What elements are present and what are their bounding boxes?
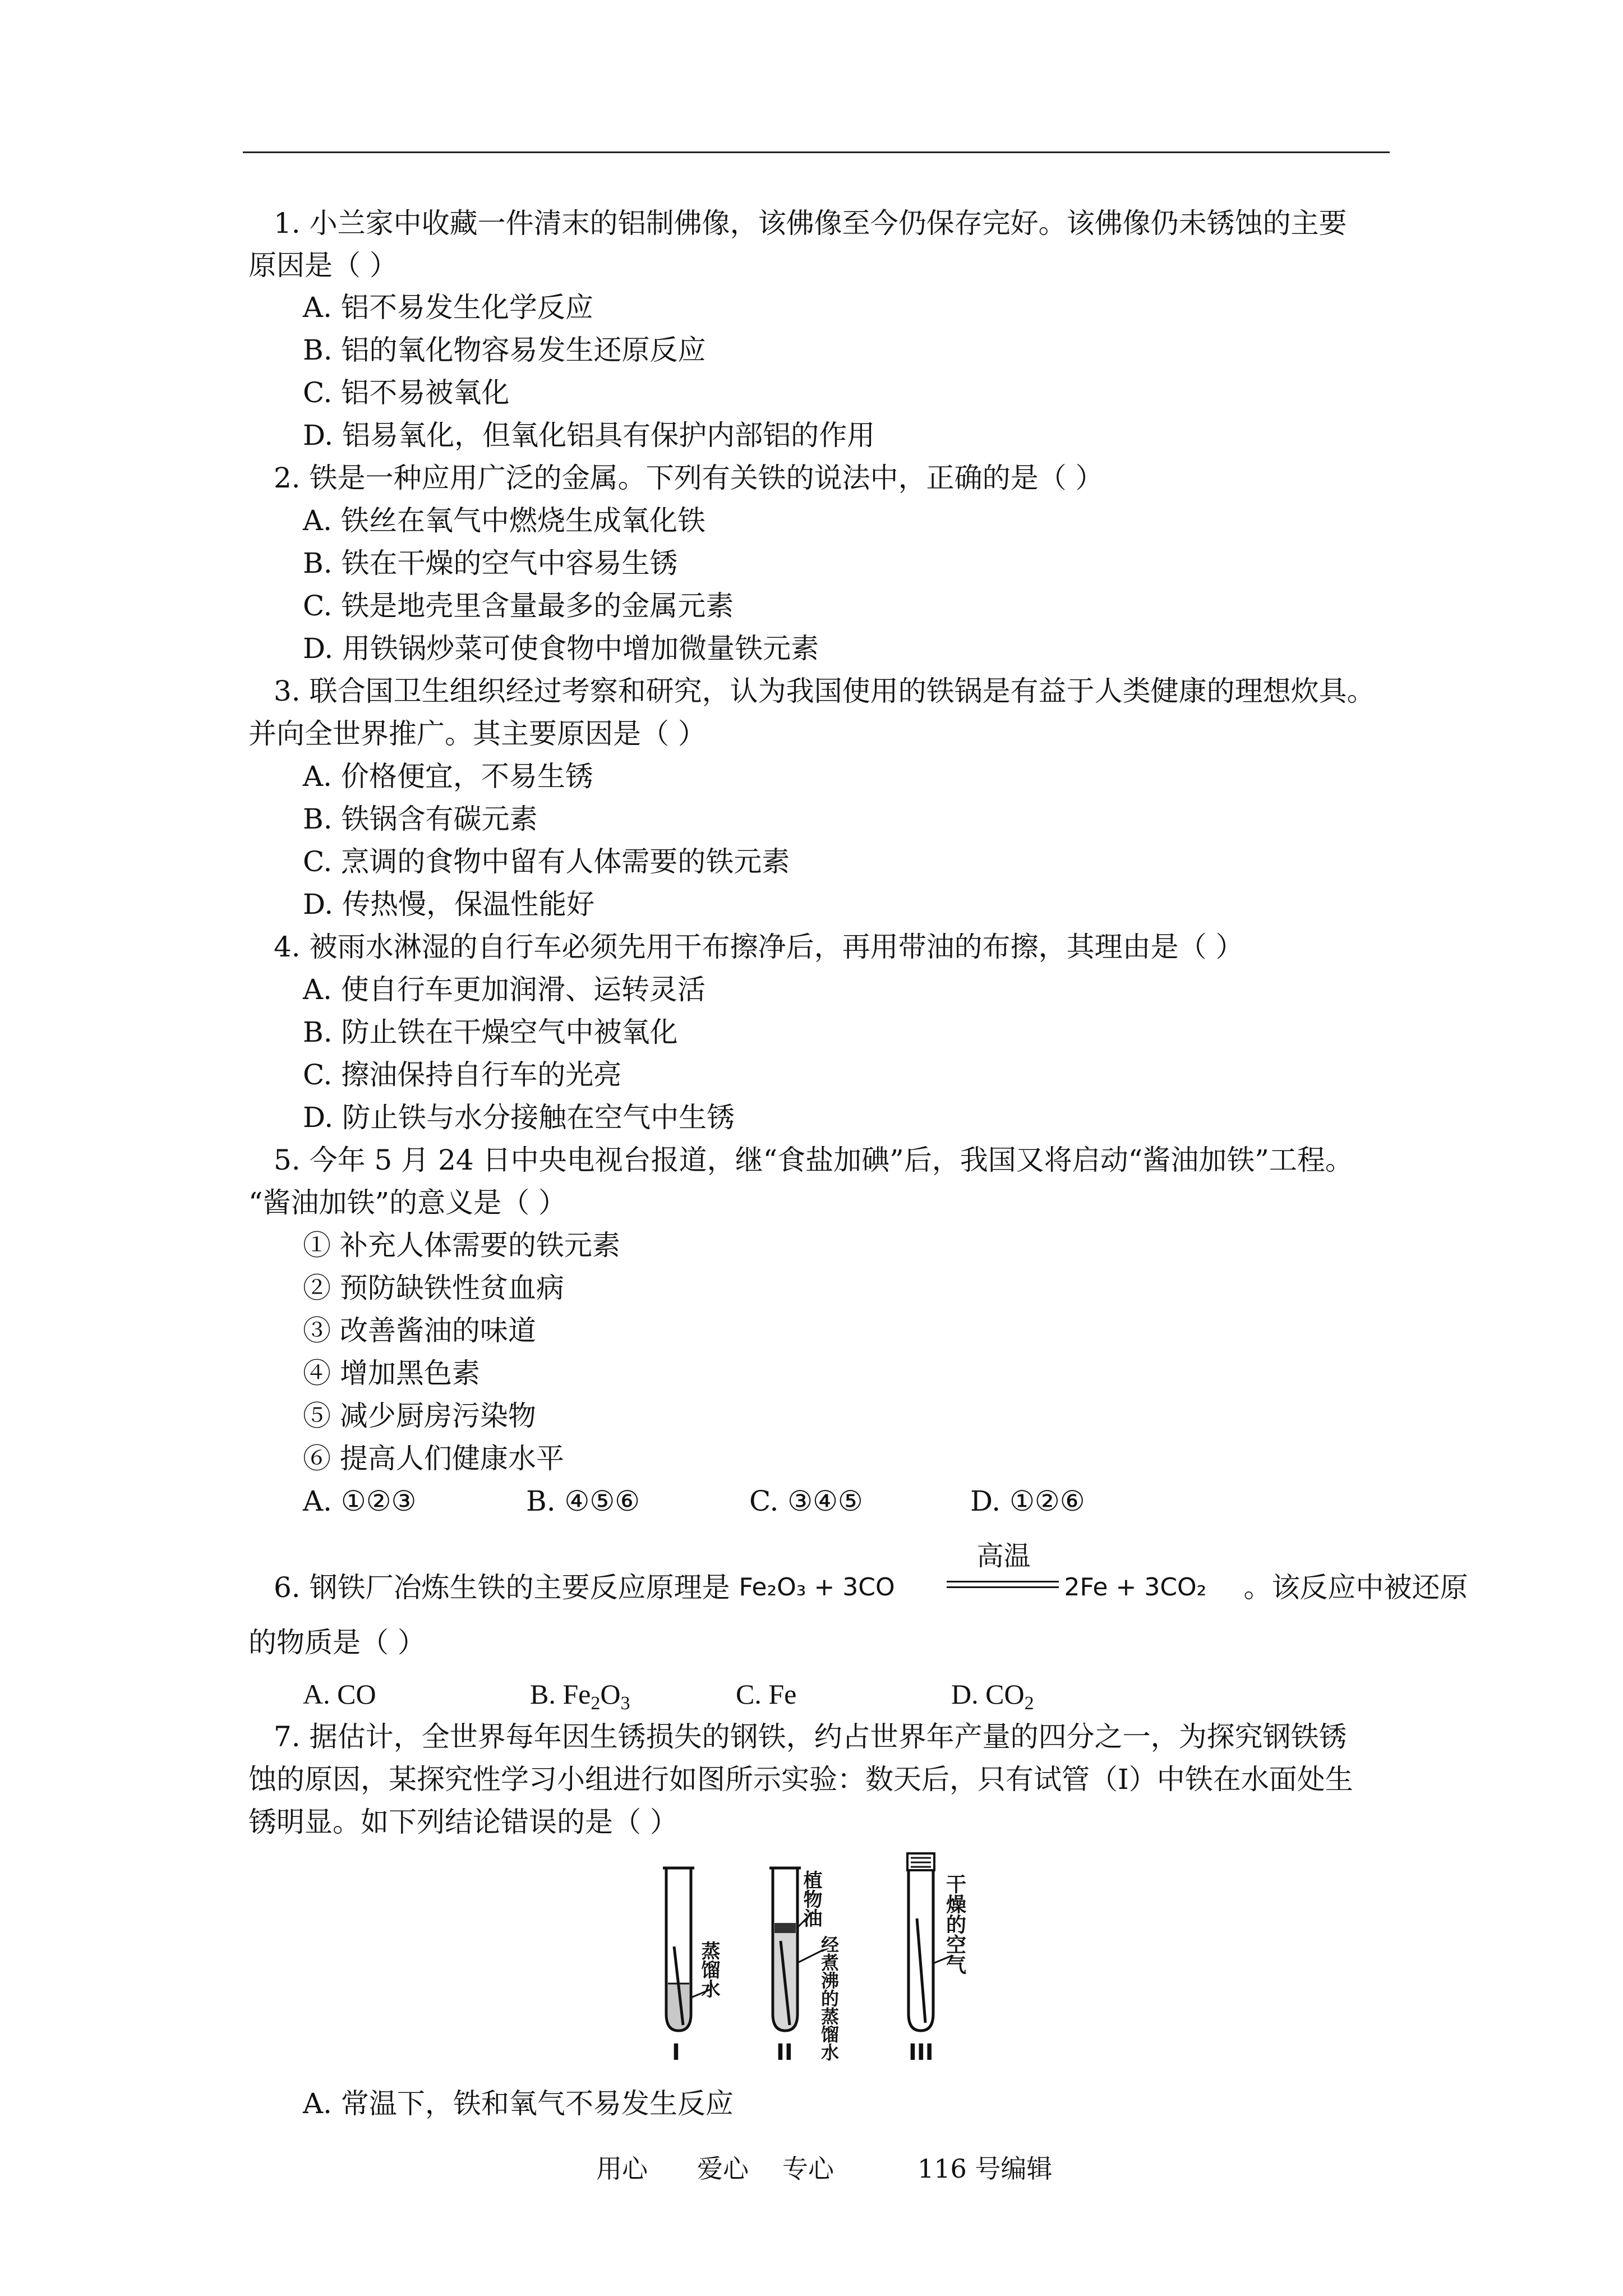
q5-item-2: ② 预防缺铁性贫血病	[303, 1272, 564, 1304]
footer-item-1: 用心	[596, 2154, 648, 2184]
q5-item-6: ⑥ 提高人们健康水平	[303, 1442, 564, 1475]
tube-3-numeral: III	[909, 2040, 934, 2064]
q6-option-d-text: D. CO	[951, 1678, 1025, 1710]
q4-stem: 4. 被雨水淋湿的自行车必须先用干布擦净后，再用带油的布擦，其理由是（ ）	[274, 931, 1244, 963]
tube-3-label: 干燥的空气	[943, 1874, 966, 1975]
q4-option-c: C. 擦油保持自行车的光亮	[303, 1059, 622, 1091]
tube-3	[907, 1853, 967, 2064]
equation-reactants: Fe₂O₃ + 3CO	[739, 1573, 895, 1602]
footer-item-3: 专心	[782, 2154, 834, 2184]
q3-option-a: A. 价格便宜，不易生锈	[303, 760, 593, 793]
tube-2-water-label: 经煮沸的蒸馏水	[818, 1935, 840, 2061]
q6-option-c: C. Fe	[736, 1678, 797, 1710]
q5-stem-line2: “酱油加铁”的意义是（ ）	[248, 1186, 567, 1219]
oil-layer	[774, 1923, 796, 1933]
q6-option-b-sub1: 2	[591, 1693, 601, 1714]
tube-2	[769, 1868, 840, 2064]
footer-item-4: 116 号编辑	[917, 2154, 1053, 2184]
tube-2-numeral: II	[776, 2040, 793, 2064]
q4-option-d: D. 防止铁与水分接触在空气中生锈	[303, 1101, 735, 1134]
q2-option-a: A. 铁丝在氧气中燃烧生成氧化铁	[303, 504, 706, 537]
tube-1	[663, 1868, 720, 2064]
q6-equation	[739, 1540, 1468, 1604]
q2-option-d: D. 用铁锅炒菜可使食物中增加微量铁元素	[303, 632, 819, 665]
q7-stem-line1: 7. 据估计，全世界每年因生锈损失的钢铁，约占世界年产量的四分之一，为探究钢铁锈	[274, 1720, 1347, 1753]
q6-option-b-text2: O	[600, 1678, 621, 1710]
q6-stem-line1	[274, 1540, 1468, 1604]
equation-products: 2Fe + 3CO₂	[1064, 1573, 1207, 1602]
q1-option-a: A. 铝不易发生化学反应	[303, 291, 593, 324]
iron-nail	[917, 1918, 925, 2023]
q6-option-a: A. CO	[303, 1678, 376, 1710]
q5-options-row	[0, 1484, 1623, 1518]
q6-option-d-sub: 2	[1024, 1693, 1034, 1714]
q6-option-b	[530, 1677, 630, 1714]
q6-stem-prefix: 6. 钢铁厂冶炼生铁的主要反应原理是	[274, 1571, 730, 1604]
q4-option-a: A. 使自行车更加润滑、运转灵活	[303, 973, 706, 1006]
q6-options-row	[0, 1677, 1623, 1714]
q6-stem-line2: 的物质是（ ）	[248, 1626, 426, 1659]
q2-stem: 2. 铁是一种应用广泛的金属。下列有关铁的说法中，正确的是（ ）	[274, 462, 1104, 494]
q1-option-d: D. 铝易氧化，但氧化铝具有保护内部铝的作用	[303, 419, 875, 452]
q1-option-b: B. 铝的氧化物容易发生还原反应	[303, 334, 706, 366]
q5-option-c: C. ③④⑤	[749, 1485, 863, 1517]
tube-2-oil-label: 植物油	[800, 1870, 822, 1927]
q3-option-b: B. 铁锅含有碳元素	[303, 803, 538, 835]
test-tube-figure	[645, 1851, 993, 2064]
q5-stem-line1: 5. 今年 5 月 24 日中央电视台报道，继“食盐加碘”后，我国又将启动“酱油加铁”工程。	[274, 1144, 1353, 1176]
tube-1-label: 蒸馏水	[698, 1941, 720, 1998]
equation-bar	[947, 1581, 1059, 1582]
q5-item-5: ⑤ 减少厨房污染物	[303, 1400, 536, 1432]
q2-option-b: B. 铁在干燥的空气中容易生锈	[303, 547, 678, 579]
q7-stem-line2: 蚀的原因，某探究性学习小组进行如图所示实验：数天后，只有试管（I）中铁在水面处生	[248, 1763, 1353, 1796]
q1-stem-line1: 1. 小兰家中收藏一件清末的铝制佛像，该佛像至今仍保存完好。该佛像仍未锈蚀的主要	[274, 207, 1347, 240]
q5-option-d: D. ①②⑥	[970, 1485, 1085, 1517]
q3-option-d: D. 传热慢，保温性能好	[303, 888, 595, 921]
equation-bar	[947, 1586, 1059, 1588]
header-rule	[243, 151, 1390, 153]
q2-option-c: C. 铁是地壳里含量最多的金属元素	[303, 590, 734, 622]
q3-stem-line1: 3. 联合国卫生组织经过考察和研究，认为我国使用的铁锅是有益于人类健康的理想炊具。	[274, 675, 1375, 707]
q7-stem-line3: 锈明显。如下列结论错误的是（ ）	[248, 1806, 678, 1838]
equation-condition: 高温	[976, 1540, 1031, 1572]
footer-item-2: 爱心	[697, 2154, 749, 2184]
q3-option-c: C. 烹调的食物中留有人体需要的铁元素	[303, 845, 790, 878]
q6-option-b-sub2: 3	[620, 1693, 630, 1714]
q6-stem-suffix: 。该反应中被还原	[1243, 1571, 1468, 1604]
q1-stem-line2: 原因是（ ）	[248, 249, 398, 282]
q5-option-b: B. ④⑤⑥	[526, 1485, 640, 1517]
q1-option-c: C. 铝不易被氧化	[303, 376, 510, 409]
q5-item-4: ④ 增加黑色素	[303, 1357, 480, 1389]
q4-option-b: B. 防止铁在干燥空气中被氧化	[303, 1016, 678, 1048]
tube-1-numeral: I	[672, 2040, 680, 2064]
q3-stem-line2: 并向全世界推广。其主要原因是（ ）	[248, 717, 706, 750]
q6-option-b-text: B. Fe	[530, 1678, 591, 1710]
q5-item-1: ① 补充人体需要的铁元素	[303, 1229, 620, 1262]
q7-option-a: A. 常温下，铁和氧气不易发生反应	[303, 2087, 734, 2120]
q5-option-a: A. ①②③	[303, 1485, 417, 1517]
q6-option-d	[951, 1677, 1034, 1714]
q5-item-3: ③ 改善酱油的味道	[303, 1314, 536, 1347]
